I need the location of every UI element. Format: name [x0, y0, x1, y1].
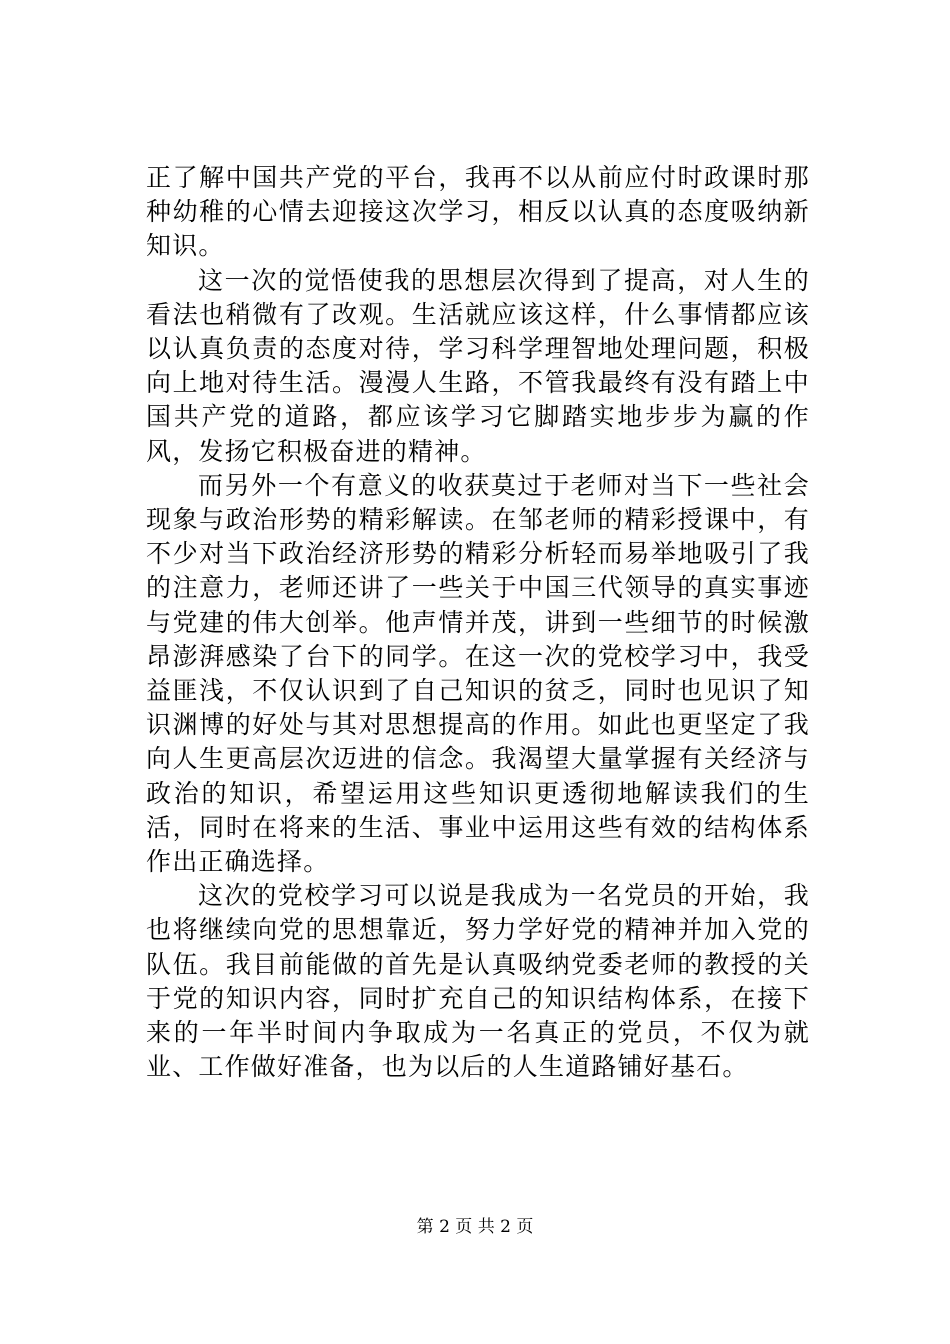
paragraph-1: 正了解中国共产党的平台，我再不以从前应付时政课时那种幼稚的心情去迎接这次学习，相反以认真的态度吸纳新知识。: [146, 163, 810, 261]
paragraph-2: 这一次的觉悟使我的思想层次得到了提高，对人生的看法也稍微有了改观。生活就应该这样，什么事情都应该以认真负责的态度对待，学习科学理智地处理问题，积极向上地对待生活。漫漫人生路，不管我最终有没有踏上中国共产党的道路，都应该学习它脚踏实地步步为赢的作风，发扬它积极奋进的精神。: [146, 265, 810, 466]
paragraph-4: 这次的党校学习可以说是我成为一名党员的开始，我也将继续向党的思想靠近，努力学好党的精神并加入党的队伍。我目前能做的首先是认真吸纳党委老师的教授的关于党的知识内容，同时扩充自己的知识结构体系，在接下来的一年半时间内争取成为一名真正的党员，不仅为就业、工作做好准备，也为以后的人生道路铺好基石。: [146, 881, 810, 1082]
paragraph-3: 而另外一个有意义的收获莫过于老师对当下一些社会现象与政治形势的精彩解读。在邹老师的精彩授课中，有不少对当下政治经济形势的精彩分析轻而易举地吸引了我的注意力，老师还讲了一些关于中国三代领导的真实事迹与党建的伟大创举。他声情并茂，讲到一些细节的时候激昂澎湃感染了台下的同学。在这一次的党校学习中，我受益匪浅，不仅认识到了自己知识的贫乏，同时也见识了知识渊博的好处与其对思想提高的作用。如此也更坚定了我向人生更高层次迈进的信念。我渴望大量掌握有关经济与政治的知识，希望运用这些知识更透彻地解读我们的生活，同时在将来的生活、事业中运用这些有效的结构体系作出正确选择。: [146, 470, 810, 877]
page-number-footer: 第 2 页 共 2 页: [416, 1217, 534, 1237]
document-body: [146, 161, 810, 1084]
